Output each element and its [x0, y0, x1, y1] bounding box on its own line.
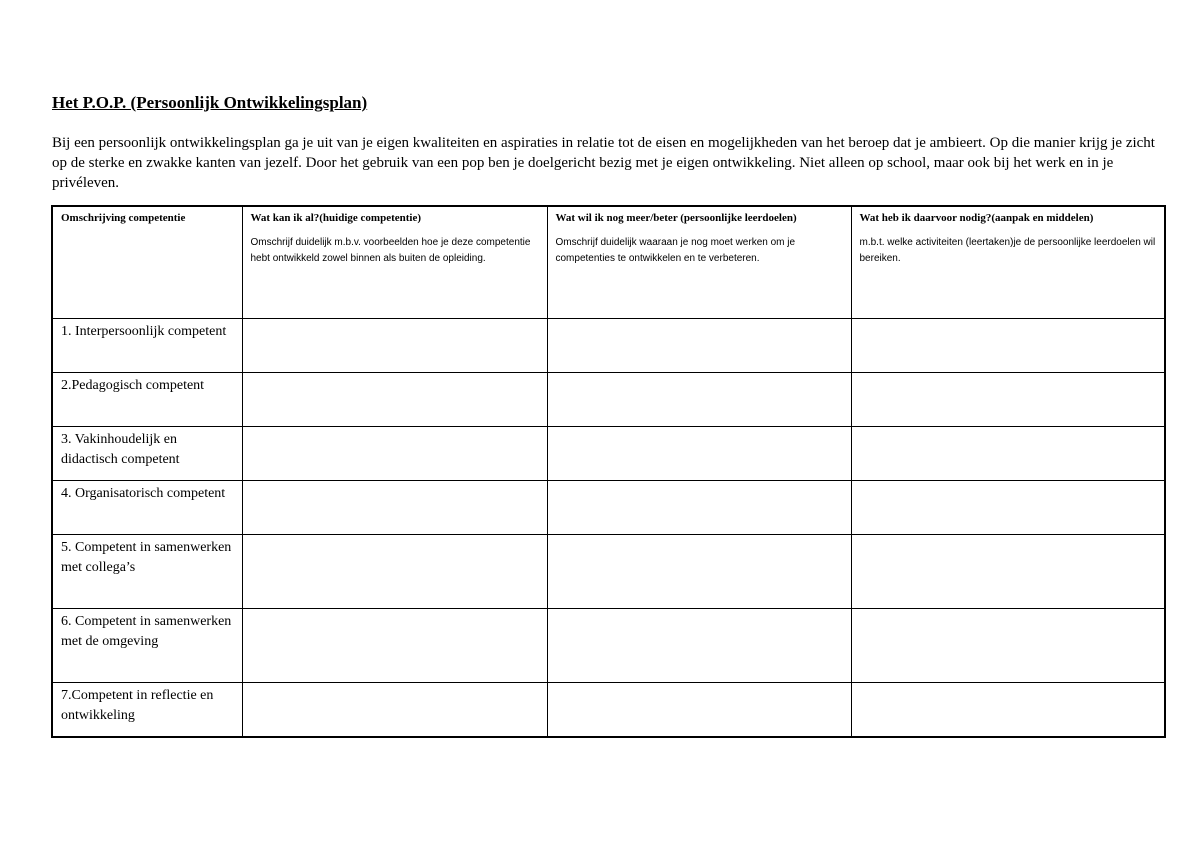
- means-cell[interactable]: [851, 480, 1165, 534]
- competency-table: [51, 205, 1166, 738]
- column-heading: Wat kan ik al?(huidige competentie): [250, 212, 422, 224]
- column-header-current: [242, 206, 547, 318]
- current-cell[interactable]: [242, 480, 547, 534]
- goals-cell[interactable]: [547, 480, 851, 534]
- means-cell[interactable]: [851, 608, 1165, 682]
- means-cell[interactable]: [851, 318, 1165, 372]
- table-row: [52, 608, 1165, 682]
- column-description: m.b.t. welke activiteiten (leertaken)je de persoonlijke leerdoelen wil bereiken.: [859, 237, 1156, 264]
- column-description: Omschrijf duidelijk waaraan je nog moet werken om je competenties te ontwikkelen en te verbeteren.: [555, 237, 796, 264]
- competency-label: 7.Competent in reflectie en ontwikkeling: [52, 682, 242, 737]
- current-cell[interactable]: [242, 318, 547, 372]
- means-cell[interactable]: [851, 682, 1165, 737]
- column-heading: Wat heb ik daarvoor nodig?(aanpak en middelen): [859, 212, 1094, 224]
- table-header-row: [52, 206, 1165, 318]
- competency-label: 5. Competent in samenwerken met collega’s: [52, 534, 242, 608]
- column-header-means: [851, 206, 1165, 318]
- table-row: [52, 480, 1165, 534]
- column-heading: Wat wil ik nog meer/beter (persoonlijke leerdoelen): [555, 212, 797, 224]
- table-row: [52, 372, 1165, 426]
- competency-label: 3. Vakinhoudelijk en didactisch competent: [52, 426, 242, 480]
- document-title: Het P.O.P. (Persoonlijk Ontwikkelingsplan): [52, 93, 368, 112]
- means-cell[interactable]: [851, 372, 1165, 426]
- column-header-competency: [52, 206, 242, 318]
- column-heading: Omschrijving competentie: [61, 212, 186, 224]
- column-description: Omschrijf duidelijk m.b.v. voorbeelden hoe je deze competentie hebt ontwikkeld zowel binnen als buiten de opleiding.: [250, 237, 531, 264]
- current-cell[interactable]: [242, 372, 547, 426]
- current-cell[interactable]: [242, 608, 547, 682]
- competency-label: 2.Pedagogisch competent: [52, 372, 242, 426]
- competency-label: 4. Organisatorisch competent: [52, 480, 242, 534]
- goals-cell[interactable]: [547, 608, 851, 682]
- current-cell[interactable]: [242, 426, 547, 480]
- goals-cell[interactable]: [547, 534, 851, 608]
- table-row: [52, 318, 1165, 372]
- table-row: [52, 534, 1165, 608]
- goals-cell[interactable]: [547, 318, 851, 372]
- means-cell[interactable]: [851, 426, 1165, 480]
- means-cell[interactable]: [851, 534, 1165, 608]
- competency-label: 6. Competent in samenwerken met de omgeving: [52, 608, 242, 682]
- goals-cell[interactable]: [547, 426, 851, 480]
- table-row: [52, 426, 1165, 480]
- competency-label: 1. Interpersoonlijk competent: [52, 318, 242, 372]
- current-cell[interactable]: [242, 534, 547, 608]
- goals-cell[interactable]: [547, 682, 851, 737]
- current-cell[interactable]: [242, 682, 547, 737]
- table-row: [52, 682, 1165, 737]
- goals-cell[interactable]: [547, 372, 851, 426]
- column-header-goals: [547, 206, 851, 318]
- intro-paragraph: Bij een persoonlijk ontwikkelingsplan ga je uit van je eigen kwaliteiten en aspiraties in relatie tot de eisen en mogelijkheden van het beroep dat je ambieert. Op die manier krijg je zicht op de sterke en zwakke kanten van jezelf. Door het gebruik van een pop ben je doelgericht bezig met je eigen ontwikkeling. Niet alleen op school, maar ook bij het werk en in je privéleven.: [52, 135, 1155, 191]
